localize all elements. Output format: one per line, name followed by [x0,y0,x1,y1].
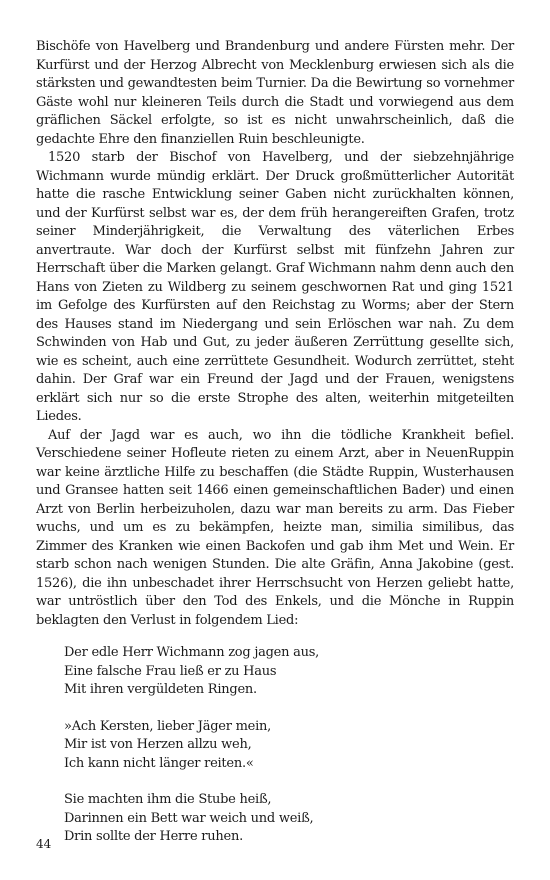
poem-line: Sie machten ihm die Stube heiß, [64,792,272,807]
paragraph: 1520 starb der Bischof von Havelberg, und der siebzehnjährige Wichmann wurde mündig erklärt. Der Druck großmütterlicher Autorität hatte die rasche Entwicklung seiner Gaben nicht zurückhalten können, und der Kurfürst selbst war es, der dem früh herangereiften Grafen, trotz seiner Minderjährigkeit, die Verwaltung des väterlichen Erbes anvertraute. War doch der Kurfürst selbst mit fünfzehn Jahren zur Herrschaft über die Marken gelangt. Graf Wichmann nahm denn auch den Hans von Zieten zu Wildberg zu seinem geschwornen Rat und ging 1521 im Gefolge des Kurfürsten auf den Reichstag zu Worms; aber der Stern des Hauses stand im Niedergang und sein Erlöschen war nah. Zu dem Schwinden von Hab und Gut, zu jeder äußeren Zerrüttung gesellte sich, wie es scheint, auch eine zerrüttete Gesundheit. Wodurch zerrüttet, steht dahin. Der Graf war ein Freund der Jagd und der Frauen, wenigstens erklärt sich nur so die erste Strophe des alten, weiterhin mitgeteilten Liedes. [36,150,514,424]
poem-line: Darinnen ein Bett war weich und weiß, [64,810,314,826]
body-text [36,38,514,847]
poem-line: Mit ihren vergüldeten Ringen. [64,682,257,697]
poem-line: Mir ist von Herzen allzu weh, [64,737,252,752]
poem-stanza [64,718,514,774]
paragraph: Bischöfe von Havelberg und Brandenburg und andere Fürsten mehr. Der Kurfürst und der Herzog Albrecht von Mecklenburg erwiesen sich als die stärksten und gewandtesten beim Turnier. Da die Bewirtung so vornehmer Gäste wohl nur kleineren Teils durch die Stadt und vorwiegend aus dem gräflichen Säckel erfolgte, so ist es nicht unwahrscheinlich, daß die gedachte Ehre den finanziellen Ruin beschleunigte. [36,39,514,147]
poem-line: Eine falsche Frau ließ er zu Haus [64,663,277,679]
poem-stanza [64,644,514,700]
page-number: 44 [36,837,52,851]
poem-line: »Ach Kersten, lieber Jäger mein, [64,718,272,734]
poem-line: Drin sollte der Herre ruhen. [64,829,243,844]
poem [64,644,514,847]
poem-stanza [64,791,514,847]
poem-line: Der edle Herr Wichmann zog jagen aus, [64,645,320,660]
poem-line: Ich kann nicht länger reiten.« [64,755,254,771]
paragraph: Auf der Jagd war es auch, wo ihn die tödliche Krankheit befiel. Verschiedene seiner Hofleute rieten zu einem Arzt, aber in NeuenRuppin war keine ärztliche Hilfe zu beschaffen (die Städte Ruppin, Wusterhausen und Gransee hatten seit 1466 einen gemeinschaftlichen Bader) und einen Arzt von Berlin herbeizuholen, dazu war man bereits zu arm. Das Fieber wuchs, und um es zu bekämpfen, heizte man, similia similibus, das Zimmer des Kranken wie einen Backofen und gab ihm Met und Wein. Er starb schon nach wenigen Stunden. Die alte Gräfin, Anna Jakobine (gest. 1526), die ihn unbeschadet ihrer Herrschsucht von Herzen geliebt hatte, war untröstlich über den Tod des Enkels, und die Mönche in Ruppin beklagten den Verlust in folgendem Lied: [36,427,514,628]
